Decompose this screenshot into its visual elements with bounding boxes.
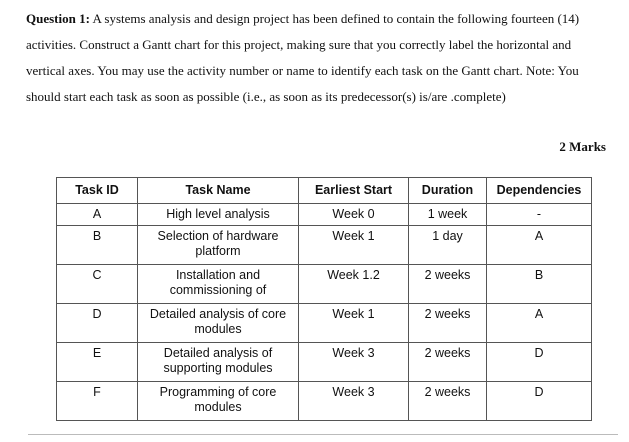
cell-earliest-start: Week 3 (299, 382, 409, 421)
header-task-name: Task Name (138, 178, 299, 204)
cell-task-id: C (57, 265, 138, 304)
cell-task-name: Installation and commissioning of (138, 265, 299, 304)
cell-duration: 2 weeks (409, 382, 487, 421)
divider (28, 434, 618, 435)
header-dependencies: Dependencies (487, 178, 592, 204)
cell-dependencies: - (487, 204, 592, 226)
header-task-id: Task ID (57, 178, 138, 204)
cell-earliest-start: Week 0 (299, 204, 409, 226)
header-duration: Duration (409, 178, 487, 204)
table-row (57, 226, 592, 265)
cell-task-name: Programming of core modules (138, 382, 299, 421)
marks-label: 2 Marks (559, 139, 606, 154)
table-header-row (57, 178, 592, 204)
cell-duration: 2 weeks (409, 343, 487, 382)
cell-task-id: D (57, 304, 138, 343)
cell-task-name: Selection of hardware platform (138, 226, 299, 265)
cell-dependencies: D (487, 343, 592, 382)
table-row (57, 265, 592, 304)
cell-task-name: High level analysis (138, 204, 299, 226)
cell-earliest-start: Week 1 (299, 304, 409, 343)
cell-dependencies: A (487, 226, 592, 265)
cell-task-id: B (57, 226, 138, 265)
cell-dependencies: A (487, 304, 592, 343)
cell-task-id: A (57, 204, 138, 226)
cell-task-name: Detailed analysis of core modules (138, 304, 299, 343)
table-row (57, 382, 592, 421)
question-body: A systems analysis and design project has been defined to contain the following fourteen (14) activities. Construct a Gantt chart for this project, making sure that you correctly label the horizontal and vertical axes. You may use the activity number or name to identify each task on the Gantt chart. Note: You should start each task as soon as possible (i.e., as soon as its predecessor(s) is/are .complete) (26, 11, 580, 104)
cell-earliest-start: Week 3 (299, 343, 409, 382)
cell-task-name: Detailed analysis of supporting modules (138, 343, 299, 382)
cell-earliest-start: Week 1.2 (299, 265, 409, 304)
question-text (26, 6, 612, 110)
cell-duration: 1 day (409, 226, 487, 265)
task-table (56, 177, 592, 421)
table-row (57, 204, 592, 226)
header-earliest-start: Earliest Start (299, 178, 409, 204)
cell-task-id: F (57, 382, 138, 421)
table-row (57, 343, 592, 382)
cell-duration: 2 weeks (409, 304, 487, 343)
table-row (57, 304, 592, 343)
cell-duration: 1 week (409, 204, 487, 226)
cell-dependencies: D (487, 382, 592, 421)
cell-earliest-start: Week 1 (299, 226, 409, 265)
question-label: Question 1: (26, 11, 90, 26)
cell-duration: 2 weeks (409, 265, 487, 304)
cell-dependencies: B (487, 265, 592, 304)
cell-task-id: E (57, 343, 138, 382)
